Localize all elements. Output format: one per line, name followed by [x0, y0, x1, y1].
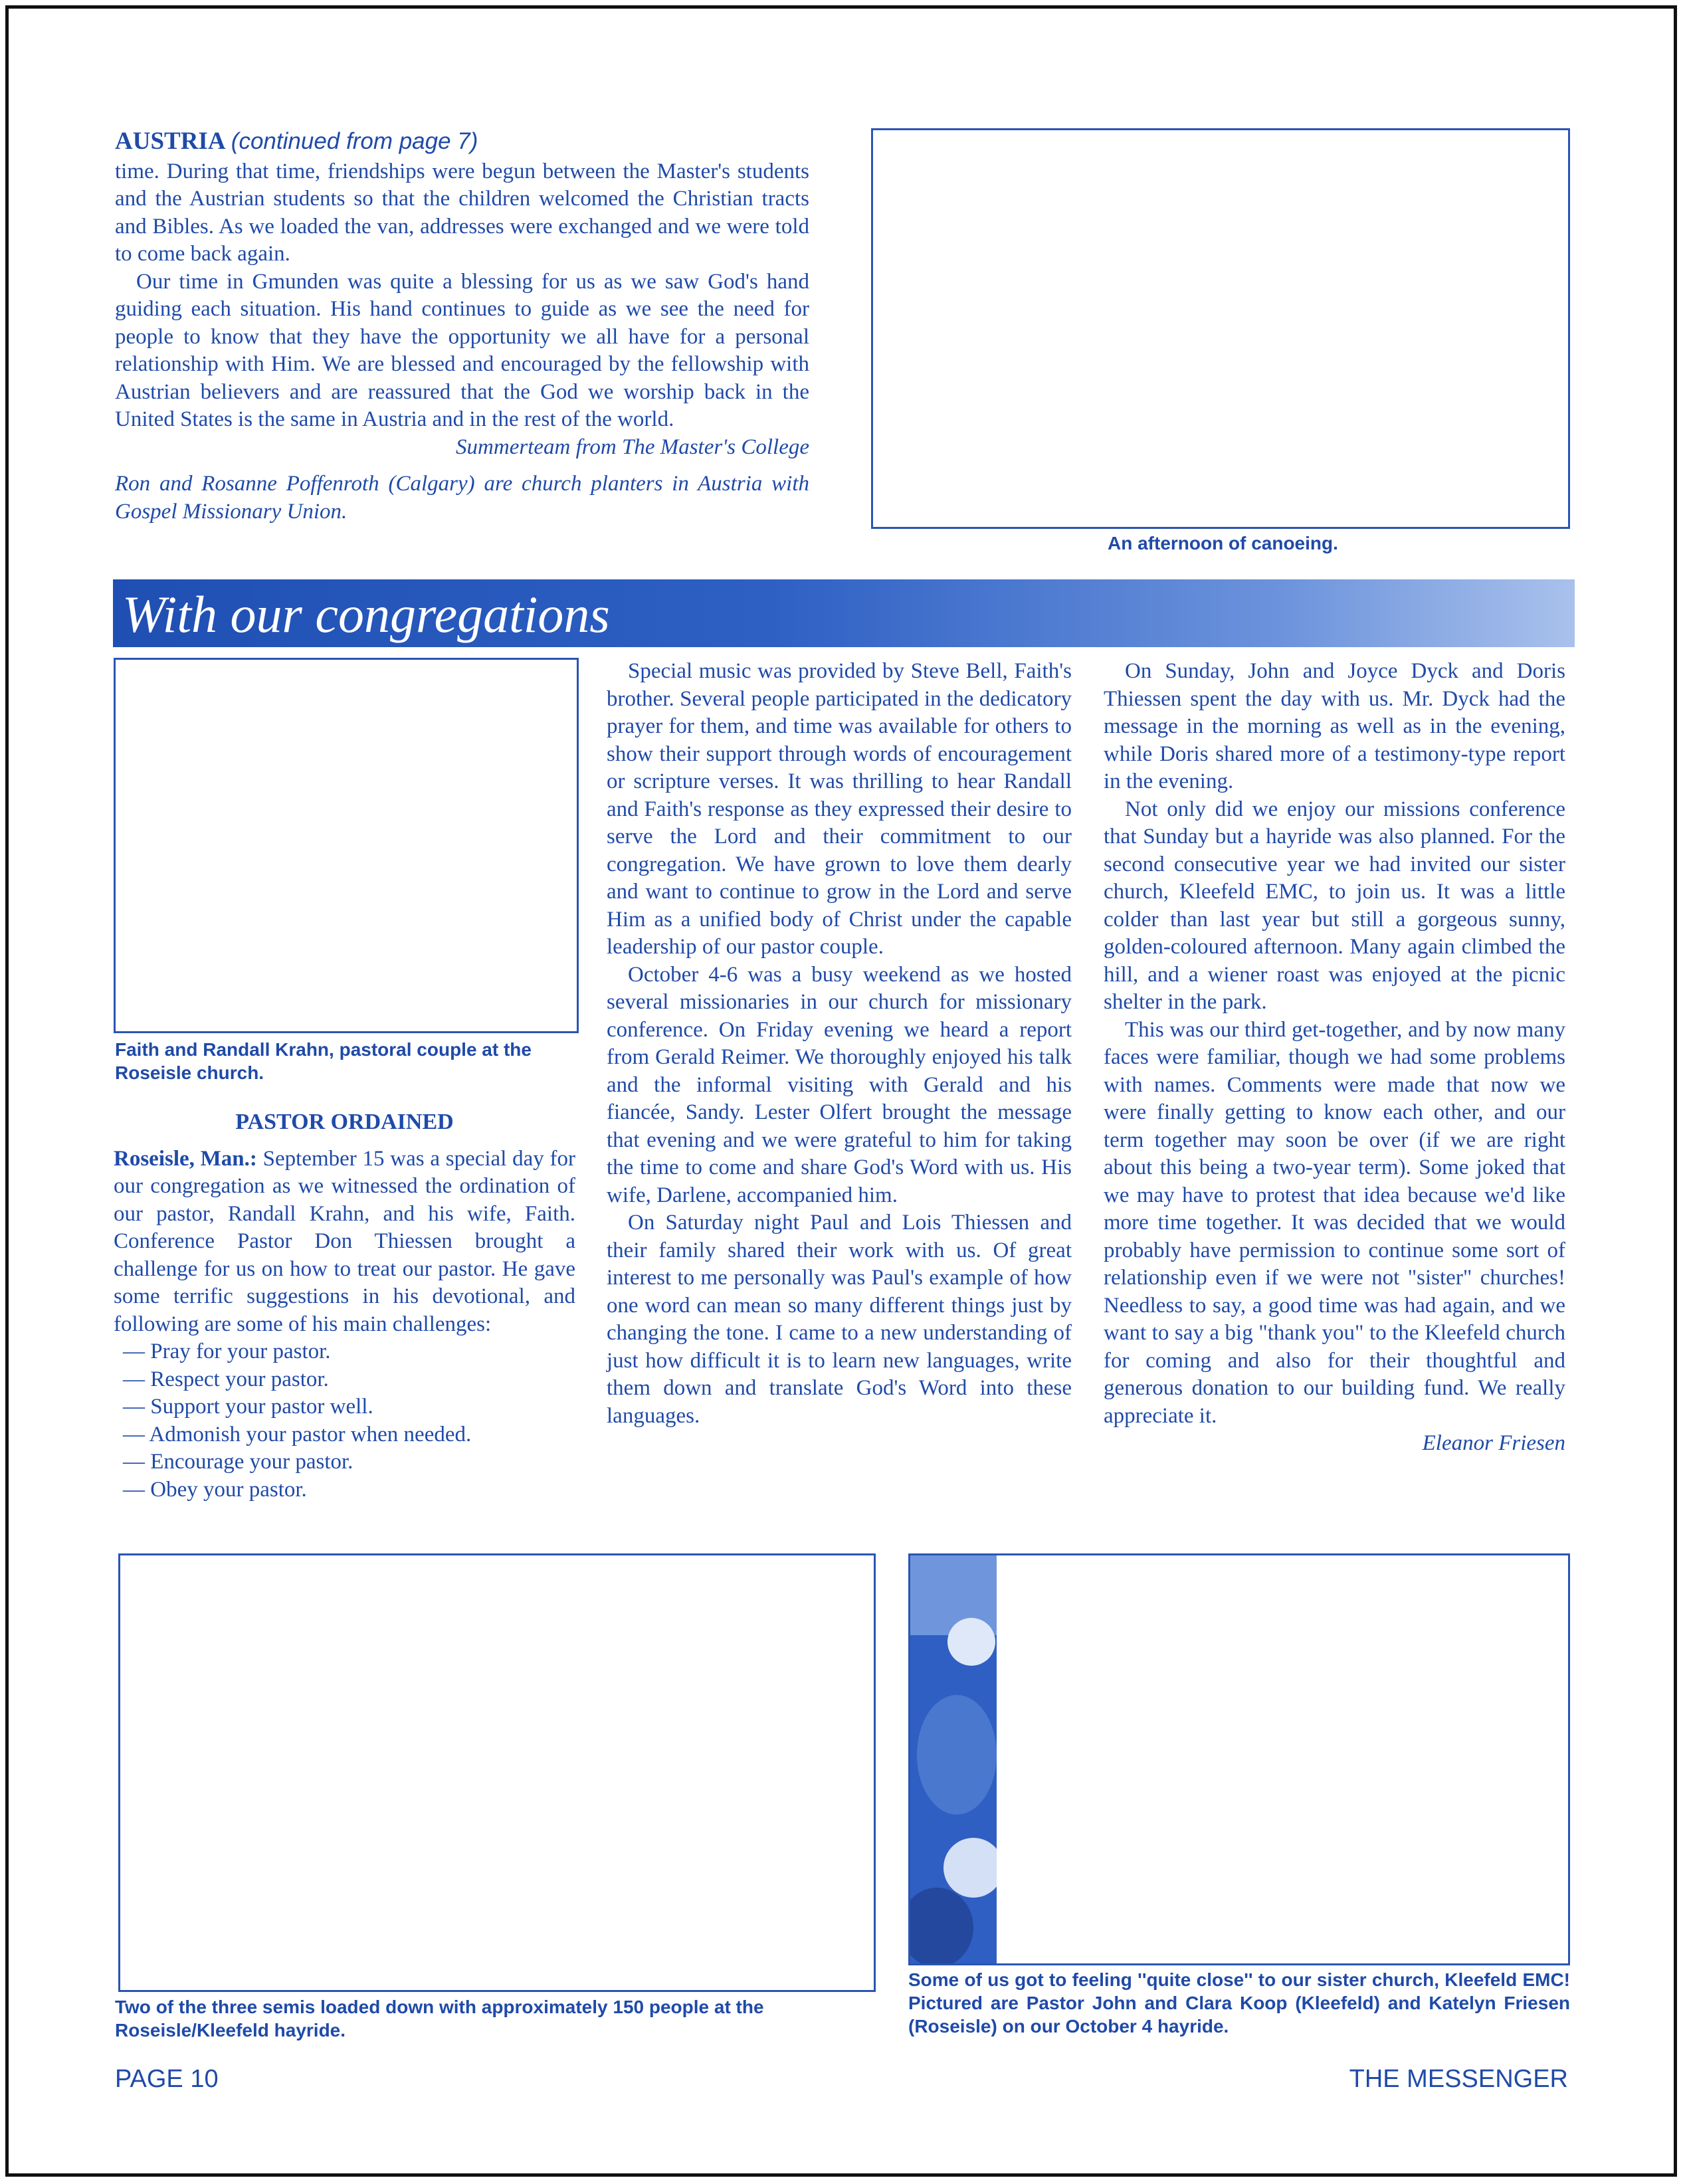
challenge-item: — Obey your pastor. — [123, 1477, 307, 1502]
caption-quite-close: Some of us got to feeling ''quite close'' to our sister church, Kleefeld EMC! Pictured are Pastor John and Clara Koop (Kleefeld) and Katelyn Friesen (Roseisle) on our October 4 hayride. — [908, 1969, 1570, 2036]
caption-semis: Two of the three semis loaded down with approximately 150 people at the Roseisle/Kleefeld hayride. — [115, 1997, 764, 2040]
right-paragraph-1: On Sunday, John and Joyce Dyck and Doris Thiessen spent the day with us. Mr. Dyck had the message in the morning as well as in the evening, while Doris shared more of a testimony-type report in the evening. — [1104, 659, 1565, 793]
section-banner — [113, 579, 1575, 647]
middle-paragraph-1: Special music was provided by Steve Bell, Faith's brother. Several people participated in the dedicatory prayer for them, and time was available for others to show their support through words of encouragement or scripture verses. It was thrilling to hear Randall and Faith's response as they expressed their desire to serve the Lord and their commitment to our congregation. We have grown to love them dearly and want to continue to grow in the Lord and serve Him as a unified body of Christ under the capable leadership of our pastor couple. — [607, 659, 1072, 959]
banner-title: With our congregations — [122, 585, 610, 643]
right-paragraph-2: Not only did we enjoy our missions conference that Sunday but a hayride was also planned. For the second consecutive year we had invited our sister church, Kleefeld EMC, to join us. It was a little colder than last year but still a gorgeous sunny, golden-coloured afternoon. Many again climbed the hill, and a wiener roast was enjoyed at the picnic shelter in the park. — [1104, 797, 1565, 1014]
middle-paragraph-2: October 4-6 was a busy weekend as we hosted several missionaries in our church for missionary conference. On Friday evening we heard a report from Gerald Reimer. We thoroughly enjoyed his talk and the informal visiting with Gerald and his fiancée, Sandy. Lester Olfert brought the message that evening and we were grateful to him for taking the time to come and share God's Word with us. His wife, Darlene, accompanied him. — [607, 962, 1072, 1207]
pastor-article — [114, 1108, 575, 1504]
middle-paragraph-3: On Saturday night Paul and Lois Thiessen and their family shared their work with us. Of great interest to me personally was Paul's example of how one word can mean so many different things just by changing the tone. I came to a new understanding of just how difficult it is to learn new languages, write them down and translate God's Word into these languages. — [607, 1211, 1072, 1428]
austria-article — [115, 128, 809, 526]
pastor-challenges-list — [114, 1338, 575, 1504]
pastor-heading: PASTOR ORDAINED — [235, 1110, 454, 1134]
austria-signature: Summerteam from The Master's College — [456, 435, 809, 459]
challenge-item: — Pray for your pastor. — [123, 1340, 331, 1363]
photo-krahn — [114, 658, 579, 1033]
caption-krahn: Faith and Randall Krahn, pastoral couple at the Roseisle church. — [115, 1039, 532, 1083]
photo-canoeing — [871, 128, 1570, 529]
austria-heading: AUSTRIA — [115, 128, 226, 155]
challenge-item: — Respect your pastor. — [123, 1367, 329, 1391]
right-paragraph-3: This was our third get-together, and by now many faces were familiar, though we had some problems with names. Comments were made that now we were finally getting to know each other, and our term together may soon be over (if we are right about this being a two-year term). Some joked that we may have to protest that idea because we'd like more time together. It was decided that we would probably have permission to continue some sort of relationship even if we were not "sister" churches! Needless to say, a good time was had again, and we want to say a big "thank you" to the Kleefeld church for coming and also for their thoughtful and generous donation to our building fund. We really appreciate it. — [1104, 1017, 1565, 1428]
austria-paragraph-2: Our time in Gmunden was quite a blessing for us as we saw God's hand guiding each situation. His hand continues to guide as we see the need for people to know that they have the opportunity we all have for a personal relationship with Him. We are blessed and encouraged by the fellowship with Austrian believers and are reassured that the God we worship back in the United States is the same in Austria and in the rest of the world. — [115, 269, 809, 431]
photo-semis — [118, 1553, 876, 1992]
pastor-paragraph-text: September 15 was a special day for our congregation as we witnessed the ordination of our pastor, Randall Krahn, and his wife, Faith. Conference Pastor Don Thiessen brought a challenge for us on how to treat our pastor. He gave some terrific suggestions in his devotional, and following are some of his main challenges: — [114, 1146, 576, 1336]
middle-column — [607, 658, 1072, 1430]
continued-note: (continued from page 7) — [231, 128, 478, 154]
challenge-item: — Admonish your pastor when needed. — [123, 1422, 472, 1446]
pastor-dateline: Roseisle, Man.: — [114, 1146, 257, 1171]
photo-fragment — [910, 1555, 997, 1963]
austria-heading-line — [115, 128, 809, 157]
footer-page-number: PAGE 10 — [115, 2065, 219, 2093]
austria-paragraph-1: time. During that time, friendships were begun between the Master's students and the Austrian students so that the children welcomed the Christian tracts and Bibles. As we loaded the van, addresses were exchanged and we were told to come back again. — [115, 159, 809, 266]
challenge-item: — Support your pastor well. — [123, 1395, 373, 1419]
right-column — [1104, 658, 1565, 1458]
caption-canoeing: An afternoon of canoeing. — [1108, 533, 1338, 553]
photo-quite-close — [908, 1553, 1570, 1965]
right-signature: Eleanor Friesen — [1422, 1431, 1565, 1455]
austria-author-note: Ron and Rosanne Poffenroth (Calgary) are church planters in Austria with Gospel Missionary Union. — [115, 472, 809, 524]
footer-publication: THE MESSENGER — [1349, 2065, 1568, 2093]
pastor-paragraph-1 — [114, 1145, 575, 1339]
challenge-item: — Encourage your pastor. — [123, 1450, 353, 1474]
